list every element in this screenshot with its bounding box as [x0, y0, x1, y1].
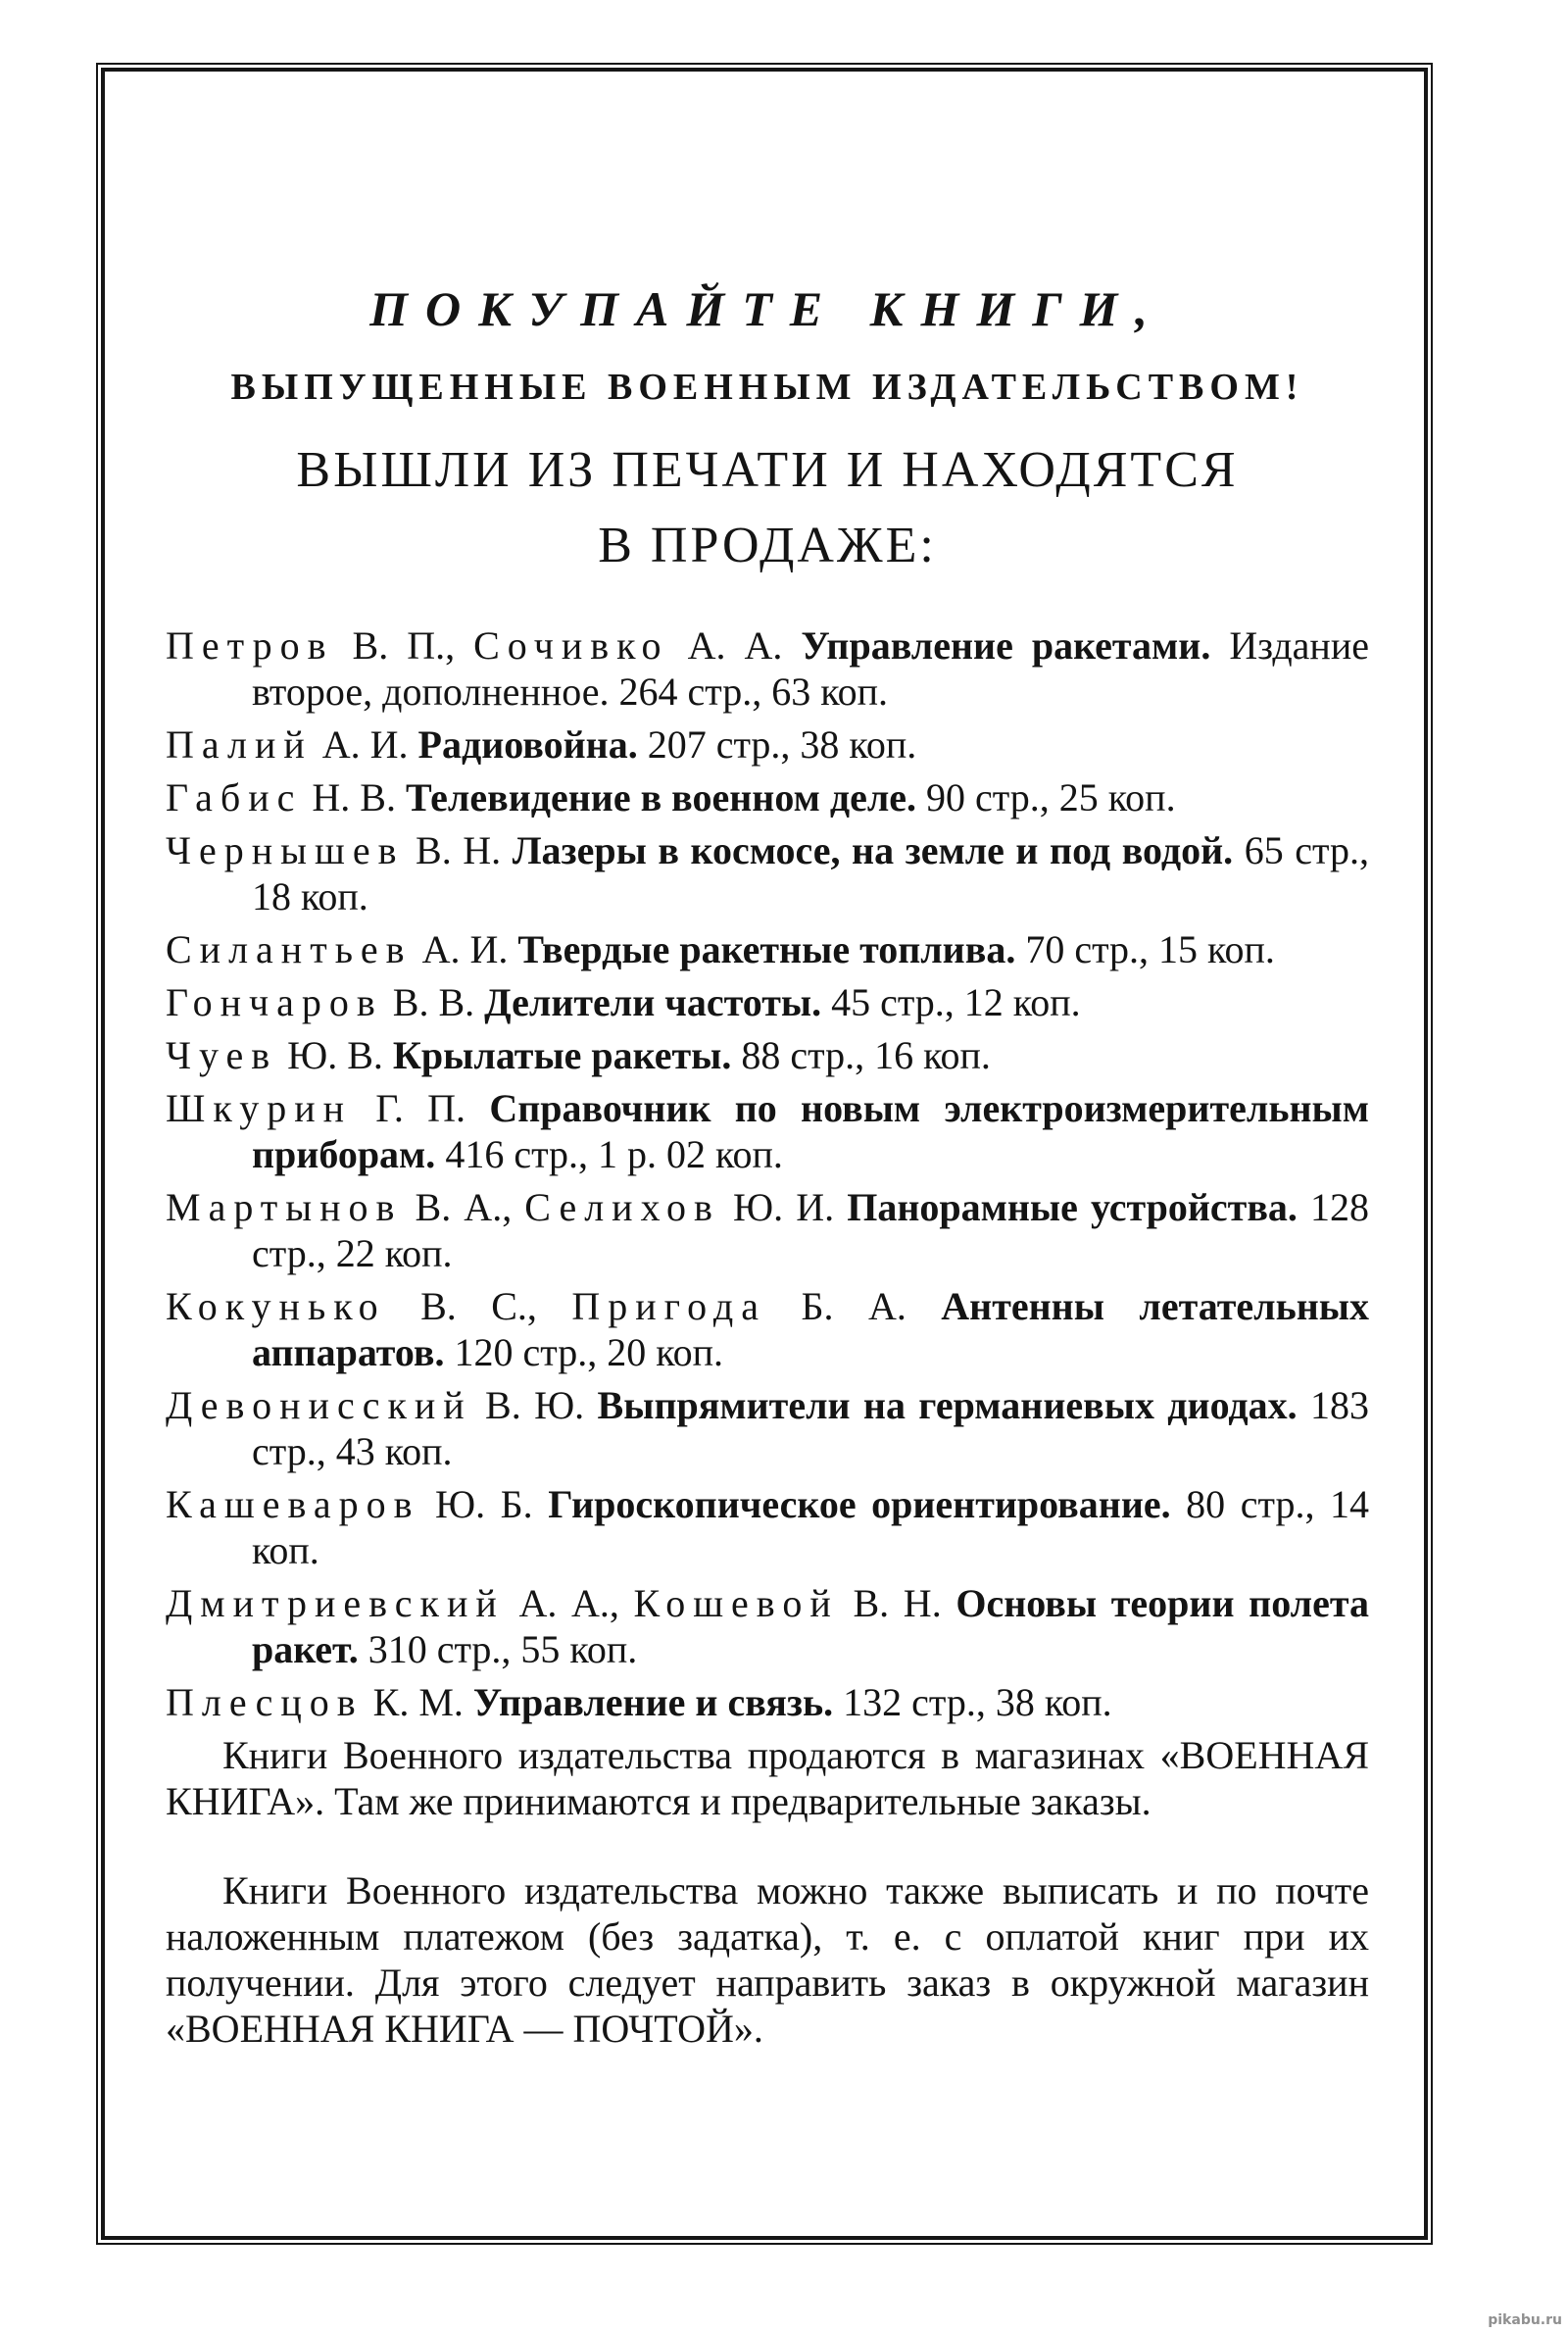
heading-in-print-line2: В ПРОДАЖЕ: — [598, 518, 937, 573]
book-details: А. И. — [412, 927, 518, 971]
book-list — [166, 622, 1369, 1725]
book-author-name: Силантьев — [166, 927, 413, 971]
book-details: А. А., — [504, 1581, 634, 1625]
book-details: А. И. — [312, 722, 418, 767]
book-title: Твердые ракетные топлива. — [517, 927, 1016, 971]
book-entry — [166, 774, 1369, 820]
book-title: Лазеры в космосе, на земле и под водой. — [512, 828, 1234, 872]
book-author-name: Кокунько — [166, 1284, 386, 1328]
book-author-name: Селихов — [524, 1185, 720, 1229]
book-entry — [166, 1481, 1369, 1573]
book-author-name: Мартынов — [166, 1185, 403, 1229]
book-entry — [166, 1580, 1369, 1672]
book-details: Н. В. — [302, 775, 406, 819]
heading-in-print-and-on-sale — [166, 432, 1369, 583]
book-details: 183 стр., 43 коп. — [252, 1383, 1370, 1473]
book-details: 80 стр., 14 коп. — [252, 1482, 1369, 1572]
book-author-name: Дмитриевский — [166, 1581, 505, 1625]
book-details: 90 стр., 25 коп. — [916, 775, 1176, 819]
watermark-pikabu: pikabu.ru — [1488, 2312, 1562, 2328]
book-author-name: Чернышев — [166, 828, 405, 872]
book-title: Управление и связь. — [472, 1680, 834, 1724]
book-title: Выпрямители на германиевых диодах. — [597, 1383, 1298, 1427]
book-details: Ю. Б. — [419, 1482, 549, 1526]
book-title: Крылатые ракеты. — [392, 1033, 732, 1077]
book-details: 310 стр., 55 коп. — [358, 1627, 638, 1671]
heading-in-print-line1: ВЫШЛИ ИЗ ПЕЧАТИ И НАХОДЯТСЯ — [296, 442, 1239, 498]
book-details: Б. А. — [766, 1284, 942, 1328]
book-entry — [166, 827, 1369, 919]
book-title: Радиовойна. — [417, 722, 638, 767]
book-details: В. В. — [382, 980, 485, 1024]
book-author-name: Петров — [166, 623, 334, 668]
book-details: Ю. И. — [719, 1185, 848, 1229]
book-author-name: Шкурин — [166, 1086, 353, 1130]
book-author-name: Чуев — [166, 1033, 278, 1077]
paragraph-bookstores: Книги Военного издательства продаются в магазинах «ВОЕННАЯ КНИГА». Там же принимаются и предварительные заказы. — [166, 1733, 1369, 1823]
book-entry — [166, 1283, 1369, 1375]
book-details: 128 стр., 22 коп. — [252, 1185, 1370, 1275]
book-author-name: Гончаров — [166, 980, 383, 1024]
book-entry — [166, 1032, 1369, 1078]
book-author-name: Девонисский — [166, 1383, 472, 1427]
book-author-name: Палий — [166, 722, 313, 767]
paragraph-mail-order: Книги Военного издательства можно также выписать и по почте наложенным платежом (без задатка), т. е. с оплатой книг при их получении. Для этого следует направить заказ в окружной магазин «ВОЕННАЯ КНИГА — ПОЧТОЙ». — [166, 1868, 1369, 2051]
book-details: 88 стр., 16 коп. — [731, 1033, 991, 1077]
book-author-name: Кошевой — [633, 1581, 839, 1625]
book-title: Панорамные устройства. — [847, 1185, 1298, 1229]
book-details: 207 стр., 38 коп. — [637, 722, 917, 767]
page-border-frame — [96, 63, 1433, 2245]
heading-buy-books: ПОКУПАЙТЕ КНИГИ, — [369, 281, 1165, 336]
heading-published-by-military-press: ВЫПУЩЕННЫЕ ВОЕННЫМ ИЗДАТЕЛЬСТВОМ! — [230, 367, 1304, 408]
book-entry — [166, 1382, 1369, 1474]
book-title: Справочник по новым электроизмерительным приборам. — [252, 1086, 1369, 1176]
book-title: Делители частоты. — [484, 980, 822, 1024]
book-details: 120 стр., 20 коп. — [444, 1330, 724, 1374]
book-details: А. А. — [668, 623, 802, 668]
book-details: 45 стр., 12 коп. — [821, 980, 1081, 1024]
book-author-name: Габис — [166, 775, 303, 819]
book-details: В. Н. — [838, 1581, 956, 1625]
book-author-name: Плесцов — [166, 1680, 364, 1724]
book-author-name: Пригода — [571, 1284, 767, 1328]
book-entry — [166, 1679, 1369, 1725]
book-entry — [166, 721, 1369, 768]
book-details: Ю. В. — [277, 1033, 393, 1077]
book-title: Гироскопическое ориентирование. — [548, 1482, 1171, 1526]
book-details: Издание второе, дополненное. 264 стр., 63 коп. — [252, 623, 1369, 714]
book-details: В. Н. — [404, 828, 513, 872]
book-entry — [166, 926, 1369, 972]
page-content — [105, 72, 1424, 2236]
book-title: Телевидение в военном деле. — [405, 775, 917, 819]
book-details: 132 стр., 38 коп. — [833, 1680, 1112, 1724]
book-details: В. Ю. — [471, 1383, 598, 1427]
book-title: Основы теории полета ракет. — [252, 1581, 1369, 1671]
book-details: Г. П. — [352, 1086, 490, 1130]
book-details: 416 стр., 1 р. 02 коп. — [435, 1132, 783, 1176]
book-author-name: Сочивко — [473, 623, 669, 668]
book-author-name: Кашеваров — [166, 1482, 420, 1526]
book-details: 65 стр., 18 коп. — [252, 828, 1369, 918]
book-entry — [166, 1085, 1369, 1177]
book-details: 70 стр., 15 коп. — [1015, 927, 1275, 971]
book-title: Антенны летательных аппаратов. — [252, 1284, 1369, 1374]
book-entry — [166, 1184, 1369, 1276]
book-details: В. П., — [333, 623, 474, 668]
book-title: Управление ракетами. — [801, 623, 1211, 668]
book-details: К. М. — [363, 1680, 473, 1724]
book-details: В. С., — [385, 1284, 572, 1328]
book-entry — [166, 979, 1369, 1025]
book-details: В. А., — [402, 1185, 525, 1229]
book-entry — [166, 622, 1369, 715]
